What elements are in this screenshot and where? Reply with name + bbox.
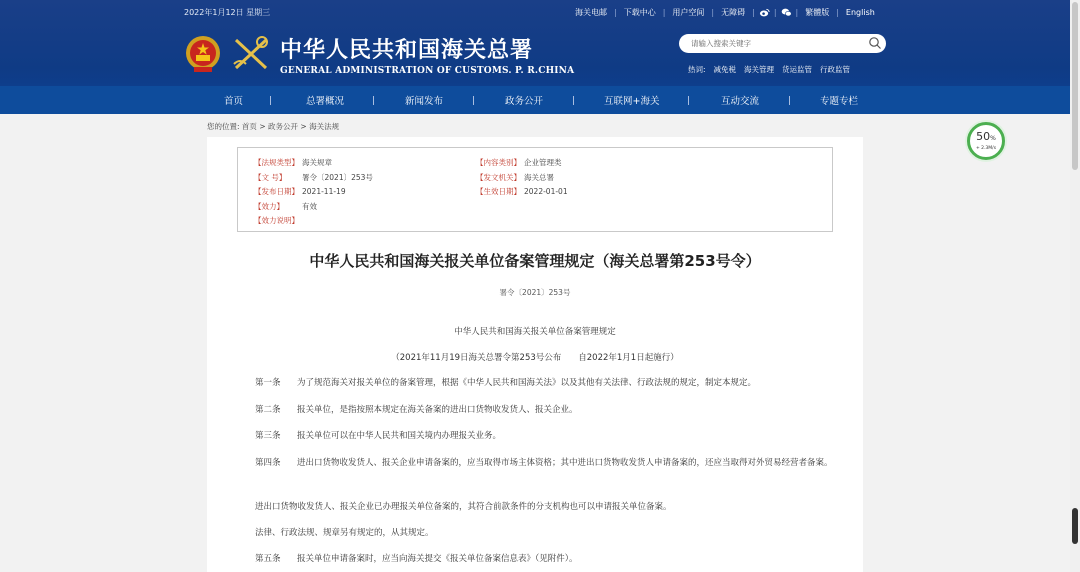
nav-overview[interactable]: 总署概况	[306, 96, 345, 107]
article-paragraph: 进出口货物收发货人、报关企业已办理报关单位备案的，其符合前款条件的分支机构也可以申请报关单位备案。	[255, 502, 672, 512]
article-paragraph: 第四条 进出口货物收发货人、报关企业申请备案的，应当取得市场主体资格；其中进出口货物收发货人申请备案的，还应当取得对外贸易经营者备案。	[255, 458, 833, 468]
document-meta-box	[237, 147, 833, 232]
scrollbar-thumb[interactable]	[1072, 2, 1078, 170]
article-paragraph: 第五条 报关单位申请备案时，应当向海关提交《报关单位备案信息表》（见附件）。	[255, 554, 578, 564]
network-speed-badge[interactable]: 50% + 2.3M/s	[967, 122, 1005, 160]
national-emblem-icon	[184, 34, 222, 74]
nav-special[interactable]: 专题专栏	[820, 96, 859, 107]
site-header	[0, 0, 1080, 114]
search-input[interactable]: 请输入搜索关键字	[691, 39, 751, 48]
breadcrumb-prefix: 您的位置:	[207, 122, 240, 131]
top-links: 海关电邮 | 下载中心 | 用户空间 | 无障碍 | | | 繁體版 | English	[568, 7, 882, 18]
meta-validity: 【效力】 有效	[254, 202, 317, 211]
weibo-icon[interactable]	[759, 7, 770, 18]
nav-internet-customs[interactable]: 互联网+海关	[604, 96, 660, 107]
current-date: 2022年1月12日 星期三	[184, 8, 271, 17]
meta-effective-date: 【生效日期】 2022-01-01	[476, 187, 568, 196]
customs-logo-icon	[230, 34, 272, 74]
hot-word[interactable]: 货运监管	[782, 65, 813, 74]
article-paragraph: 法律、行政法规、规章另有规定的，从其规定。	[255, 528, 434, 538]
article-paragraph: 第二条 报关单位，是指按照本规定在海关备案的进出口货物收发货人、报关企业。	[255, 405, 578, 415]
breadcrumb: 您的位置: 首页 > 政务公开 > 海关法规	[207, 122, 340, 131]
site-title-en[interactable]: GENERAL ADMINISTRATION OF CUSTOMS. P. R.CHINA	[280, 66, 575, 76]
breadcrumb-item[interactable]: 政务公开	[268, 122, 298, 131]
promulgation-note: （2021年11月19日海关总署令第253号公布 自2022年1月1日起施行）	[391, 353, 679, 363]
nav-news[interactable]: 新闻发布	[405, 96, 444, 107]
scrollbar-handle[interactable]	[1072, 508, 1078, 544]
meta-publish-date: 【发布日期】 2021-11-19	[254, 187, 346, 196]
document-number: 署令〔2021〕253号	[499, 288, 571, 297]
top-link-user-space[interactable]: 用户空间	[672, 8, 705, 17]
top-link-download[interactable]: 下载中心	[623, 8, 656, 17]
site-title-cn[interactable]: 中华人民共和国海关总署	[280, 37, 534, 63]
search-icon[interactable]	[868, 36, 882, 50]
article-paragraph: 第一条 为了规范海关对报关单位的备案管理，根据《中华人民共和国海关法》以及其他有关法律、行政法规的规定，制定本规定。	[255, 378, 757, 388]
main-nav	[0, 86, 1080, 114]
breadcrumb-item[interactable]: 首页	[241, 122, 257, 131]
article-paragraph: 第三条 报关单位可以在中华人民共和国关境内办理报关业务。	[255, 431, 502, 441]
hot-word[interactable]: 减免税	[713, 65, 737, 74]
meta-content-category: 【内容类别】 企业管理类	[476, 158, 562, 167]
document-subtitle: 中华人民共和国海关报关单位备案管理规定	[454, 327, 616, 337]
top-link-accessibility[interactable]: 无障碍	[721, 8, 746, 17]
wechat-icon[interactable]	[781, 7, 792, 18]
hot-label: 热词:	[688, 65, 706, 74]
nav-home[interactable]: 首页	[224, 96, 244, 107]
meta-regulation-type: 【法规类型】 海关规章	[254, 158, 332, 167]
top-link-english[interactable]: English	[845, 8, 875, 17]
meta-validity-note: 【效力说明】	[254, 216, 299, 225]
top-link-traditional[interactable]: 繁體版	[805, 8, 830, 17]
search-box[interactable]	[679, 34, 886, 53]
hot-words	[688, 64, 858, 75]
nav-gov-affairs[interactable]: 政务公开	[505, 96, 544, 107]
document-title: 中华人民共和国海关报关单位备案管理规定（海关总署第253号令）	[309, 252, 761, 270]
breadcrumb-item[interactable]: 海关法规	[309, 122, 340, 131]
top-link-email[interactable]: 海关电邮	[575, 8, 607, 17]
hot-word[interactable]: 行政监管	[820, 65, 851, 74]
scrollbar[interactable]	[1070, 0, 1080, 572]
hot-word[interactable]: 海关管理	[744, 65, 775, 74]
meta-issuing-authority: 【发文机关】 海关总署	[476, 173, 554, 182]
nav-interaction[interactable]: 互动交流	[721, 96, 760, 107]
meta-doc-number: 【文 号】 署令〔2021〕253号	[254, 173, 373, 182]
